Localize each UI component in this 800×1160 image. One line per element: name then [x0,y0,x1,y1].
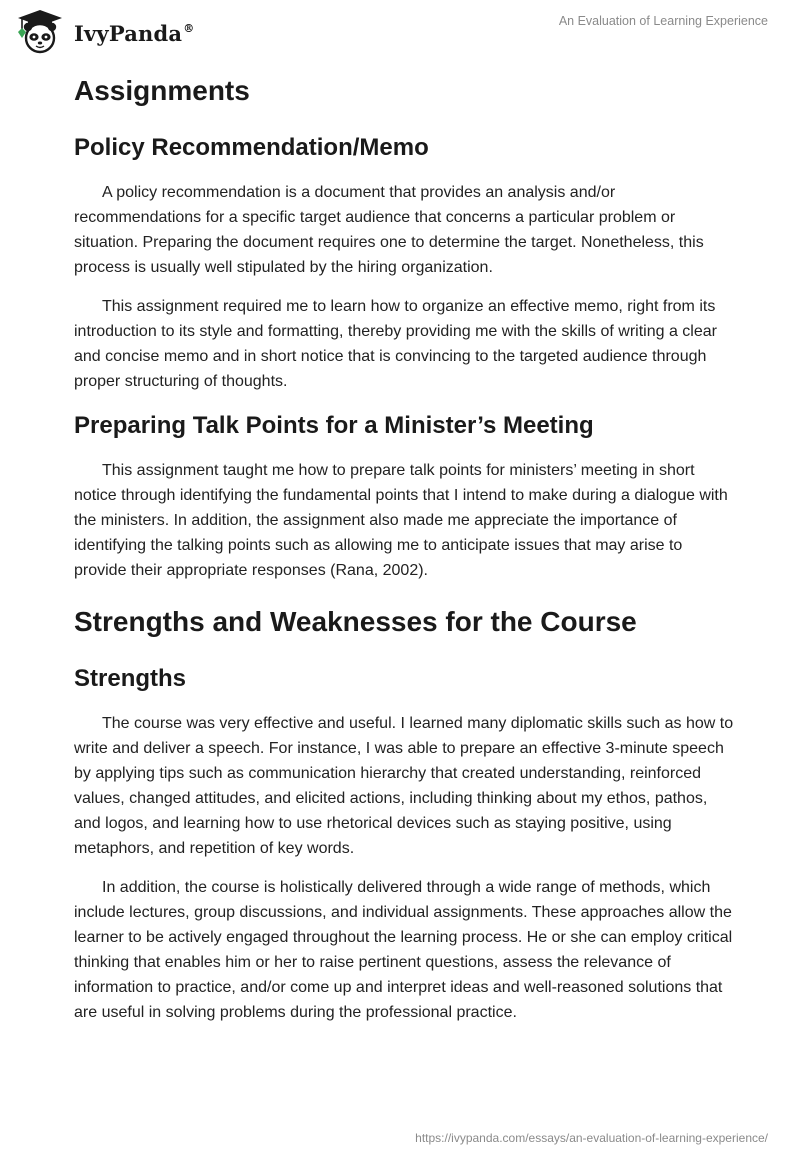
brand-name [74,21,194,46]
document-title: An Evaluation of Learning Experience [558,14,768,28]
heading-assignments: Assignments [74,75,250,106]
ivypanda-logo[interactable] [14,8,194,54]
essay-content [74,70,734,1025]
heading-talk-points: Preparing Talk Points for a Minister’s Meeting [74,412,594,439]
paragraph: This assignment taught me how to prepare talk points for ministers’ meeting in short notice through identifying the fundamental points that I intend to make during a dialogue with the ministers. In addition, the assignment also made me appreciate the importance of identifying the talking points such as allowing me to anticipate issues that may arise to provide their appropriate responses (Rana, 2002). [74,462,728,579]
paragraph: This assignment required me to learn how to organize an effective memo, right from its introduction to its style and formatting, thereby providing me with the skills of writing a clear and concise memo and in short notice that is convincing to the targeted audience through proper structuring of thoughts. [74,298,717,390]
brand-name-text: IvyPanda [74,20,183,46]
heading-strengths-weaknesses: Strengths and Weaknesses for the Course [74,606,637,637]
heading-policy-recommendation: Policy Recommendation/Memo [74,134,429,161]
paragraph: The course was very effective and useful. I learned many diplomatic skills such as how to write and deliver a speech. For instance, I was able to prepare an effective 3-minute speech by applying tips such as communication hierarchy that created understanding, reinforced values, changed attitudes, and elicited actions, including thinking about my ethos, pathos, and logos, and learning how to use rhetorical devices such as staying positive, using metaphors, and repetition of key words. [74,715,734,857]
page-header [0,0,800,60]
registered-mark: ® [183,21,195,35]
paragraph: A policy recommendation is a document that provides an analysis and/or recommendations for a specific target audience that concerns a particular problem or situation. Preparing the document requires one to determine the target. Nonetheless, this process is usually well stipulated by the hiring organization. [74,184,704,276]
source-url[interactable]: https://ivypanda.com/essays/an-evaluation-of-learning-experience/ [415,1131,768,1145]
paragraph: In addition, the course is holistically delivered through a wide range of methods, which include lectures, group discussions, and individual assignments. These approaches allow the learner to be actively engaged throughout the learning process. He or she can employ critical thinking that enables him or her to raise pertinent questions, assess the relevance of information to practice, and/or come up and interpret ideas and well-reasoned solutions that are useful in solving problems during the professional practice. [74,879,733,1021]
panda-graduate-icon [14,8,66,54]
heading-strengths: Strengths [74,665,187,692]
